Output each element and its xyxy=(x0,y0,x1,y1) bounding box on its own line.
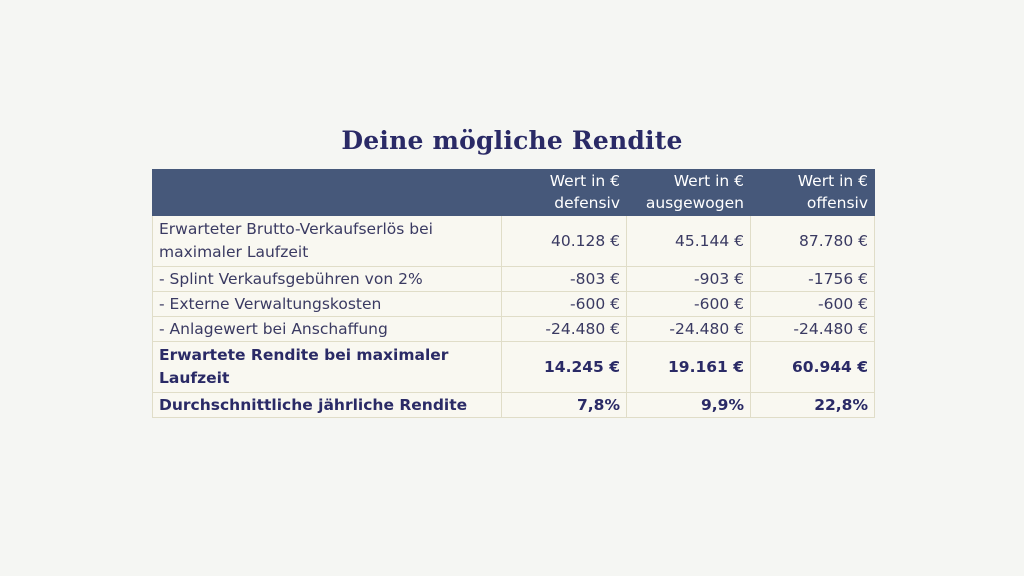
table-row xyxy=(153,216,875,267)
page-title: Deine mögliche Rendite xyxy=(341,126,683,155)
row-label: Durchschnittliche jährliche Rendite xyxy=(153,393,502,418)
table-row xyxy=(153,267,875,292)
row-label: - Externe Verwaltungskosten xyxy=(153,292,502,317)
value-defensiv: -24.480 € xyxy=(502,317,627,342)
row-label: Erwarteter Brutto-Verkaufserlös bei maximaler Laufzeit xyxy=(153,216,502,267)
value-defensiv: 40.128 € xyxy=(502,216,627,267)
header-cell-empty xyxy=(153,170,502,216)
row-label: - Anlagewert bei Anschaffung xyxy=(153,317,502,342)
header-unit: Wert in € xyxy=(549,172,620,190)
value-offensiv: -1756 € xyxy=(751,267,875,292)
header-scenario: defensiv xyxy=(554,194,620,212)
table-row xyxy=(153,317,875,342)
header-cell-offensiv xyxy=(751,170,875,216)
value-ausgewogen: 19.161 € xyxy=(627,342,751,393)
row-label: - Splint Verkaufsgebühren von 2% xyxy=(153,267,502,292)
header-unit: Wert in € xyxy=(673,172,744,190)
header-scenario: offensiv xyxy=(806,194,868,212)
header-unit: Wert in € xyxy=(797,172,868,190)
value-offensiv: -24.480 € xyxy=(751,317,875,342)
value-ausgewogen: -903 € xyxy=(627,267,751,292)
value-defensiv: -803 € xyxy=(502,267,627,292)
value-defensiv: 7,8% xyxy=(502,393,627,418)
value-defensiv: 14.245 € xyxy=(502,342,627,393)
header-cell-ausgewogen xyxy=(627,170,751,216)
returns-table xyxy=(152,169,875,418)
table-row-annual xyxy=(153,393,875,418)
value-offensiv: 60.944 € xyxy=(751,342,875,393)
value-ausgewogen: -600 € xyxy=(627,292,751,317)
header-scenario: ausgewogen xyxy=(645,194,744,212)
value-ausgewogen: 9,9% xyxy=(627,393,751,418)
table-row-total xyxy=(153,342,875,393)
value-offensiv: 87.780 € xyxy=(751,216,875,267)
value-defensiv: -600 € xyxy=(502,292,627,317)
value-offensiv: 22,8% xyxy=(751,393,875,418)
row-label: Erwartete Rendite bei maximaler Laufzeit xyxy=(153,342,502,393)
value-ausgewogen: 45.144 € xyxy=(627,216,751,267)
value-ausgewogen: -24.480 € xyxy=(627,317,751,342)
header-cell-defensiv xyxy=(502,170,627,216)
table-header-row xyxy=(153,170,875,216)
table-row xyxy=(153,292,875,317)
value-offensiv: -600 € xyxy=(751,292,875,317)
